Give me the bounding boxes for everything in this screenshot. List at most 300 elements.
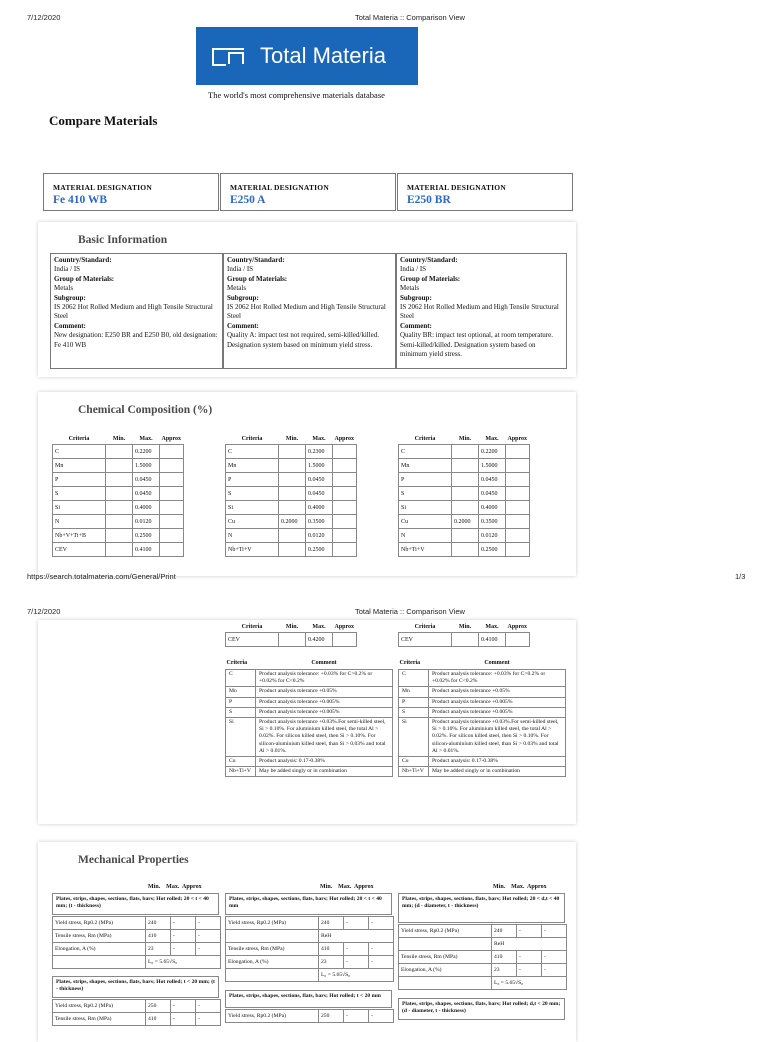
approx-cell xyxy=(333,543,357,557)
criteria-cell: N xyxy=(226,529,279,543)
max-header: Max. xyxy=(312,436,326,442)
max-header: Max. xyxy=(139,436,153,442)
criteria-cell: Cu xyxy=(226,757,256,767)
criteria-cell: S xyxy=(226,487,279,501)
print-date: 7/12/2020 xyxy=(27,13,61,22)
criteria-cell: Nb+V+Ti+B xyxy=(53,529,106,543)
chem-row xyxy=(399,529,530,543)
approx-cell xyxy=(333,459,357,473)
criteria-cell: CEV xyxy=(226,633,279,647)
comment-cell: May be added singly or in combination xyxy=(256,767,393,777)
max-cell: 0.0450 xyxy=(133,487,160,501)
chem-row xyxy=(53,543,184,557)
blank-cell xyxy=(399,938,492,951)
group-value: Metals xyxy=(54,284,74,293)
max-cell: 0.4200 xyxy=(306,633,333,647)
max-cell: 0.2500 xyxy=(306,543,333,557)
mech-row xyxy=(399,925,567,938)
criteria-header: Criteria xyxy=(226,660,248,666)
min-cell xyxy=(279,487,306,501)
comment-cell: Product analysis tolerance +0.005% xyxy=(429,707,566,717)
comment-row xyxy=(226,687,393,697)
chem-table-1 xyxy=(52,434,184,557)
property-cell: Elongation, A (%) xyxy=(53,943,146,956)
chem-row xyxy=(399,487,530,501)
chem-title: Chemical Composition (%) xyxy=(78,404,213,416)
subgroup-label: Subgroup: xyxy=(227,293,259,302)
min-header: Min. xyxy=(148,884,161,890)
approx-cell xyxy=(333,515,357,529)
approx-cell xyxy=(333,501,357,515)
chem-header-row xyxy=(399,434,530,445)
reh-note: ReH xyxy=(492,938,567,951)
criteria-cell: Si xyxy=(226,501,279,515)
chem-row xyxy=(226,445,357,459)
max-cell: 0.0450 xyxy=(133,473,160,487)
approx-cell xyxy=(506,501,530,515)
criteria-cell: P xyxy=(399,697,429,707)
comment-cell: Product analysis tolerance +0.03%.For semi-killed steel, Si > 0.10%. For aluminium killed steel, the total Al > 0.02%. For silicon killed steel, then Si > 0.10%. For silicon-aluminium killed steel, than Si > 0.03% and total Al > 0.01%. xyxy=(429,718,566,757)
comment-table-2 xyxy=(225,657,393,777)
approx-cell: - xyxy=(196,1013,221,1026)
criteria-header: Criteria xyxy=(414,624,436,630)
designation-label: MATERIAL DESIGNATION xyxy=(407,183,506,192)
material-name-1[interactable]: Fe 410 WB xyxy=(53,194,108,206)
comment-row xyxy=(399,687,566,697)
approx-header: Approx xyxy=(507,624,528,630)
criteria-header: Criteria xyxy=(68,436,90,442)
comment-label: Comment: xyxy=(400,321,432,330)
criteria-cell: P xyxy=(399,473,452,487)
approx-cell xyxy=(333,633,357,647)
approx-header: Approx xyxy=(182,884,202,890)
max-cell: - xyxy=(344,956,369,969)
criteria-cell: S xyxy=(399,487,452,501)
max-cell: - xyxy=(517,964,542,977)
mech-row xyxy=(226,956,394,969)
mech-note-row xyxy=(226,930,394,943)
approx-cell xyxy=(160,445,184,459)
max-cell: - xyxy=(344,917,369,930)
material-name-2[interactable]: E250 A xyxy=(230,194,266,206)
approx-cell xyxy=(506,633,530,647)
max-cell: 0.0450 xyxy=(306,487,333,501)
approx-cell: - xyxy=(369,1010,394,1023)
min-cell xyxy=(279,459,306,473)
min-cell: 410 xyxy=(492,951,517,964)
comment-header-row xyxy=(226,657,393,670)
property-cell: Yield stress, Rp0.2 (MPa) xyxy=(226,917,319,930)
min-cell xyxy=(106,543,133,557)
min-cell: 23 xyxy=(146,943,171,956)
min-cell xyxy=(452,633,479,647)
min-cell xyxy=(279,633,306,647)
group-label: Group of Materials: xyxy=(227,274,288,283)
criteria-cell: N xyxy=(53,515,106,529)
criteria-header: Criteria xyxy=(241,624,263,630)
subgroup-value: IS 2062 Hot Rolled Medium and High Tensile Structural Steel xyxy=(227,303,386,321)
mech-row xyxy=(53,930,221,943)
approx-cell xyxy=(160,529,184,543)
min-cell: 0.2000 xyxy=(452,515,479,529)
min-header: Min. xyxy=(493,884,506,890)
mech-row xyxy=(226,917,394,930)
min-cell: 250 xyxy=(146,1000,171,1013)
max-cell: 1.5000 xyxy=(306,459,333,473)
property-cell: Tensile stress, Rm (MPa) xyxy=(226,943,319,956)
subgroup-label: Subgroup: xyxy=(54,293,86,302)
approx-cell xyxy=(333,487,357,501)
max-cell: 0.4000 xyxy=(479,501,506,515)
mech-table-1b xyxy=(52,999,221,1026)
basic-info-col-3 xyxy=(396,253,567,369)
mech-note-row xyxy=(399,977,567,990)
comment-row xyxy=(399,767,566,777)
criteria-cell: Nb+Ti+V xyxy=(226,767,256,777)
property-cell: Elongation, A (%) xyxy=(399,964,492,977)
max-cell: 0.2500 xyxy=(133,529,160,543)
comment-value: New designation: E250 BR and E250 B0, old designation: Fe 410 WB xyxy=(54,331,218,349)
approx-header: Approx xyxy=(334,436,355,442)
group-value: Metals xyxy=(227,284,247,293)
max-header: Max. xyxy=(338,884,352,890)
approx-cell: - xyxy=(196,943,221,956)
subgroup-label: Subgroup: xyxy=(400,293,432,302)
max-cell: 0.4000 xyxy=(306,501,333,515)
min-cell xyxy=(452,487,479,501)
mech-note-row xyxy=(399,938,567,951)
max-cell: 0.4100 xyxy=(479,633,506,647)
criteria-cell: Mn xyxy=(399,687,429,697)
max-header: Max. xyxy=(166,884,180,890)
comment-cell: Product analysis: 0.17-0.38% xyxy=(429,757,566,767)
criteria-cell: Mn xyxy=(53,459,106,473)
approx-cell xyxy=(160,515,184,529)
comment-row xyxy=(399,757,566,767)
criteria-cell: Nb+Ti+V xyxy=(399,543,452,557)
mech-table-2a xyxy=(225,916,394,982)
chem-row xyxy=(226,501,357,515)
criteria-cell: S xyxy=(226,707,256,717)
property-cell: Yield stress, Rp0.2 (MPa) xyxy=(53,1000,146,1013)
blank-cell xyxy=(399,977,492,990)
max-cell: 0.2500 xyxy=(479,543,506,557)
min-cell: 250 xyxy=(319,1010,344,1023)
max-cell: 0.0450 xyxy=(479,473,506,487)
criteria-cell: CEV xyxy=(53,543,106,557)
chem-header-row xyxy=(226,622,357,633)
approx-cell: - xyxy=(196,1000,221,1013)
property-cell: Tensile stress, Rm (MPa) xyxy=(53,1013,146,1026)
comment-cell: Product analysis tolerance +0.005% xyxy=(256,697,393,707)
min-cell xyxy=(106,445,133,459)
gauge-length-note: L₀ = 5.65√S₀ xyxy=(492,977,567,990)
property-cell: Elongation, A (%) xyxy=(226,956,319,969)
comment-row xyxy=(226,757,393,767)
min-cell xyxy=(452,473,479,487)
comment-row xyxy=(226,697,393,707)
criteria-cell: C xyxy=(226,445,279,459)
min-cell xyxy=(106,473,133,487)
chem-row xyxy=(53,529,184,543)
criteria-cell: N xyxy=(399,529,452,543)
criteria-cell: C xyxy=(399,445,452,459)
max-cell: - xyxy=(344,943,369,956)
property-cell: Tensile stress, Rm (MPa) xyxy=(53,930,146,943)
comment-cell: Product analysis tolerance +0.03%.For semi-killed steel, Si > 0.10%. For aluminium killed steel, the total Al > 0.02%. For silicon killed steel, then Si > 0.10%. For silicon-aluminium killed steel, than Si > 0.03% and total Al > 0.01%. xyxy=(256,718,393,757)
max-cell: - xyxy=(171,1013,196,1026)
min-cell: 410 xyxy=(146,1013,171,1026)
min-header: Min. xyxy=(458,436,472,442)
group-value: Metals xyxy=(400,284,420,293)
min-cell xyxy=(452,459,479,473)
comment-value: Quality BR: impact test optional, at room temperature. Semi-killed/killed. Designation system based on minimum yield stress. xyxy=(400,331,553,359)
max-cell: 0.4100 xyxy=(133,543,160,557)
comment-cell: Product analysis tolerance +0.005% xyxy=(429,697,566,707)
basic-info-col-1 xyxy=(50,253,223,369)
total-materia-logo[interactable] xyxy=(196,27,418,85)
max-cell: - xyxy=(171,917,196,930)
mech-table-3a xyxy=(398,924,567,990)
country-value: India / IS xyxy=(227,265,254,274)
approx-cell xyxy=(160,501,184,515)
mech-row xyxy=(53,943,221,956)
min-cell: 410 xyxy=(319,943,344,956)
comment-cell: Product analysis: 0.17-0.38% xyxy=(256,757,393,767)
approx-cell: - xyxy=(196,930,221,943)
min-cell xyxy=(452,529,479,543)
designation-1 xyxy=(43,173,219,211)
mech-condition-3b: Plates, strips, shapes, sections, flats, bars; Hot rolled; d,t < 20 mm; (d - diameter, t - thickness) xyxy=(398,998,565,1020)
designation-label: MATERIAL DESIGNATION xyxy=(53,183,152,192)
max-cell: 0.0450 xyxy=(479,487,506,501)
max-cell: 0.0120 xyxy=(133,515,160,529)
mech-condition-3a: Plates, strips, shapes, sections, flats, bars; Hot rolled; 20 < d,t < 40 mm; (d - diameter, t - thickness) xyxy=(398,893,565,923)
chem-row xyxy=(53,501,184,515)
chem-row xyxy=(399,543,530,557)
criteria-cell: P xyxy=(53,473,106,487)
approx-header: Approx xyxy=(334,624,355,630)
chem-row xyxy=(226,487,357,501)
max-cell: 0.2200 xyxy=(133,445,160,459)
criteria-header: Criteria xyxy=(399,660,421,666)
tagline: The world's most comprehensive materials database xyxy=(208,90,385,100)
min-cell xyxy=(452,543,479,557)
min-cell: 23 xyxy=(492,964,517,977)
approx-cell xyxy=(160,459,184,473)
comment-label: Comment: xyxy=(227,321,259,330)
max-cell: 0.2300 xyxy=(306,445,333,459)
max-cell: 0.0120 xyxy=(306,529,333,543)
chem-header-row xyxy=(399,622,530,633)
country-value: India / IS xyxy=(400,265,427,274)
max-cell: 0.4000 xyxy=(133,501,160,515)
comment-row xyxy=(399,670,566,687)
max-header: Max. xyxy=(485,436,499,442)
comment-cell: Product analysis tolerance +0.05% xyxy=(429,687,566,697)
min-header: Min. xyxy=(285,624,299,630)
mech-condition-1a: Plates, strips, shapes, sections, flats, bars; Hot rolled; 20 < t < 40 mm; (t - thickness) xyxy=(52,893,219,915)
chem-row xyxy=(226,473,357,487)
approx-cell: - xyxy=(369,917,394,930)
criteria-cell: P xyxy=(226,473,279,487)
max-cell: - xyxy=(344,1010,369,1023)
min-header: Min. xyxy=(320,884,333,890)
approx-cell xyxy=(506,515,530,529)
chem-table-2-cont xyxy=(225,622,357,647)
mech-header-1 xyxy=(148,884,202,890)
criteria-cell: Si xyxy=(53,501,106,515)
logo-mark-icon xyxy=(212,45,246,67)
approx-cell xyxy=(160,543,184,557)
basic-info-col-2 xyxy=(223,253,396,369)
mech-condition-2a: Plates, strips, shapes, sections, flats, bars; Hot rolled; 20 < t < 40 mm xyxy=(225,893,392,915)
criteria-header: Criteria xyxy=(414,436,436,442)
print-title: Total Materia :: Comparison View xyxy=(355,13,465,22)
criteria-cell: S xyxy=(399,707,429,717)
designation-label: MATERIAL DESIGNATION xyxy=(230,183,329,192)
comment-value: Quality A: impact test not required, semi-killed/killed. Designation system based on minimum yield stress. xyxy=(227,331,380,349)
chem-row xyxy=(226,633,357,647)
country-value: India / IS xyxy=(54,265,81,274)
chem-row xyxy=(399,459,530,473)
approx-header: Approx xyxy=(354,884,374,890)
comment-header-row xyxy=(399,657,566,670)
mech-table-1a xyxy=(52,916,221,969)
approx-cell xyxy=(333,473,357,487)
chem-row xyxy=(399,515,530,529)
approx-cell xyxy=(506,487,530,501)
max-cell: 0.3500 xyxy=(479,515,506,529)
min-cell: 240 xyxy=(319,917,344,930)
blank-cell xyxy=(53,956,146,969)
mech-title: Mechanical Properties xyxy=(78,854,189,866)
property-cell: Yield stress, Rp0.2 (MPa) xyxy=(399,925,492,938)
approx-cell: - xyxy=(369,943,394,956)
min-cell xyxy=(452,445,479,459)
criteria-cell: CEV xyxy=(399,633,452,647)
comment-header: Comment xyxy=(484,660,510,666)
approx-cell xyxy=(333,445,357,459)
comment-row xyxy=(399,697,566,707)
min-cell: 240 xyxy=(492,925,517,938)
approx-cell: - xyxy=(542,964,567,977)
basic-info-title: Basic Information xyxy=(78,234,168,246)
criteria-cell: Nb+Ti+V xyxy=(399,767,429,777)
criteria-cell: Cu xyxy=(399,515,452,529)
mech-note-row xyxy=(53,956,221,969)
criteria-cell: Si xyxy=(399,501,452,515)
min-cell xyxy=(279,529,306,543)
mech-note-row xyxy=(226,969,394,982)
max-cell: - xyxy=(171,930,196,943)
comment-row xyxy=(226,718,393,757)
mech-row xyxy=(53,1000,221,1013)
comment-row xyxy=(226,670,393,687)
subgroup-value: IS 2062 Hot Rolled Medium and High Tensile Structural Steel xyxy=(54,303,213,321)
criteria-cell: Mn xyxy=(399,459,452,473)
chem-row xyxy=(226,459,357,473)
min-cell: 23 xyxy=(319,956,344,969)
max-header: Max. xyxy=(312,624,326,630)
max-cell: - xyxy=(171,1000,196,1013)
min-cell xyxy=(279,445,306,459)
mech-header-3 xyxy=(493,884,547,890)
comment-table-3 xyxy=(398,657,566,777)
min-header: Min. xyxy=(458,624,472,630)
designation-2 xyxy=(220,173,396,211)
max-cell: 1.5000 xyxy=(133,459,160,473)
country-label: Country/Standard: xyxy=(227,256,285,264)
criteria-cell: Si xyxy=(226,718,256,757)
mech-row xyxy=(399,951,567,964)
material-name-3[interactable]: E250 BR xyxy=(407,194,451,206)
criteria-cell: Mn xyxy=(226,459,279,473)
min-cell xyxy=(279,473,306,487)
chem-row xyxy=(53,459,184,473)
approx-cell xyxy=(506,445,530,459)
chem-table-2 xyxy=(225,434,357,557)
max-cell: - xyxy=(171,943,196,956)
comment-cell: Product analysis tolerance: +0.03% for C>0.2% or +0.02% for C<0.2% xyxy=(256,670,393,687)
max-cell: 1.5000 xyxy=(479,459,506,473)
approx-cell xyxy=(160,487,184,501)
print-title-2: Total Materia :: Comparison View xyxy=(355,607,465,616)
approx-cell: - xyxy=(196,917,221,930)
property-cell: Tensile stress, Rm (MPa) xyxy=(399,951,492,964)
min-cell xyxy=(279,543,306,557)
min-cell xyxy=(279,501,306,515)
criteria-header: Criteria xyxy=(241,436,263,442)
blank-cell xyxy=(226,930,319,943)
gauge-length-note: L₀ = 5.65√S₀ xyxy=(146,956,221,969)
min-cell xyxy=(106,459,133,473)
gauge-length-note: L₀ = 5.65√S₀ xyxy=(319,969,394,982)
group-label: Group of Materials: xyxy=(54,274,115,283)
designation-3 xyxy=(397,173,573,211)
min-cell: 410 xyxy=(146,930,171,943)
page-title: Compare Materials xyxy=(49,113,158,128)
approx-cell xyxy=(506,473,530,487)
comment-cell: Product analysis tolerance: +0.03% for C>0.2% or +0.02% for C<0.2% xyxy=(429,670,566,687)
criteria-cell: Mn xyxy=(226,687,256,697)
approx-cell: - xyxy=(542,951,567,964)
chem-row xyxy=(226,543,357,557)
country-label: Country/Standard: xyxy=(400,256,458,264)
chem-row xyxy=(53,445,184,459)
criteria-cell: Nb+Ti+V xyxy=(226,543,279,557)
comment-row xyxy=(399,718,566,757)
max-header: Max. xyxy=(511,884,525,890)
property-cell: Yield stress, Rp0.2 (MPa) xyxy=(226,1010,319,1023)
comment-cell: Product analysis tolerance +0.005% xyxy=(256,707,393,717)
mech-header-2 xyxy=(320,884,374,890)
approx-cell: - xyxy=(542,925,567,938)
chem-row xyxy=(399,633,530,647)
approx-cell xyxy=(506,543,530,557)
chem-row xyxy=(226,529,357,543)
page-number: 1/3 xyxy=(735,572,746,581)
mech-row xyxy=(226,1010,394,1023)
max-cell: - xyxy=(517,951,542,964)
approx-cell: - xyxy=(369,956,394,969)
criteria-cell: P xyxy=(226,697,256,707)
chem-table-3-cont xyxy=(398,622,530,647)
comment-cell: Product analysis tolerance +0.05% xyxy=(256,687,393,697)
comment-label: Comment: xyxy=(54,321,86,330)
print-date-2: 7/12/2020 xyxy=(27,607,61,616)
print-url: https://search.totalmateria.com/General/Print xyxy=(27,572,176,581)
